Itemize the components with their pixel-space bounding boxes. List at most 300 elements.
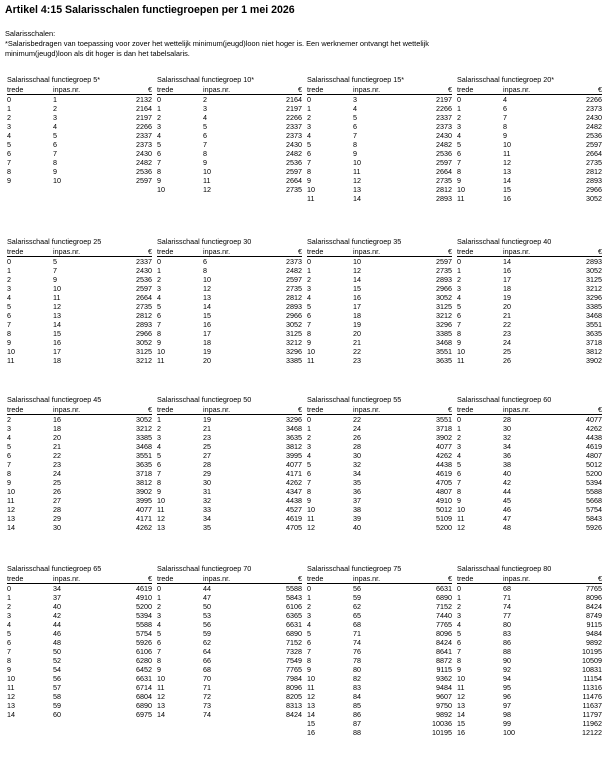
table-row bbox=[307, 131, 452, 140]
amount-cell: 3296 bbox=[586, 293, 602, 302]
trede-cell: 7 bbox=[157, 158, 161, 167]
amount-cell: 3635 bbox=[286, 433, 302, 442]
trede-cell: 8 bbox=[307, 487, 311, 496]
header-trede: trede bbox=[307, 85, 324, 94]
inpas-cell: 20 bbox=[203, 356, 211, 365]
amount-cell: 9750 bbox=[436, 701, 452, 710]
trede-cell: 1 bbox=[157, 266, 161, 275]
inpas-cell: 10 bbox=[53, 284, 61, 293]
table-row bbox=[157, 149, 302, 158]
amount-cell: 2266 bbox=[586, 95, 602, 104]
amount-cell: 8096 bbox=[586, 593, 602, 602]
table-row bbox=[7, 149, 152, 158]
table-row bbox=[457, 275, 602, 284]
header-euro: € bbox=[598, 405, 602, 414]
trede-cell: 3 bbox=[157, 433, 161, 442]
amount-cell: 5394 bbox=[136, 611, 152, 620]
trede-cell: 0 bbox=[7, 584, 11, 593]
table-row bbox=[457, 728, 602, 737]
inpas-cell: 38 bbox=[353, 505, 361, 514]
inpas-cell: 2 bbox=[53, 104, 57, 113]
amount-cell: 4077 bbox=[586, 415, 602, 424]
trede-cell: 7 bbox=[7, 158, 11, 167]
amount-cell: 3995 bbox=[286, 451, 302, 460]
trede-cell: 5 bbox=[7, 442, 11, 451]
inpas-cell: 8 bbox=[203, 149, 207, 158]
amount-cell: 2812 bbox=[136, 311, 152, 320]
trede-cell: 6 bbox=[7, 451, 11, 460]
inpas-cell: 71 bbox=[353, 629, 361, 638]
inpas-cell: 78 bbox=[353, 656, 361, 665]
header-euro: € bbox=[598, 247, 602, 256]
amount-cell: 6890 bbox=[436, 593, 452, 602]
amount-cell: 3902 bbox=[136, 487, 152, 496]
inpas-cell: 18 bbox=[53, 356, 61, 365]
amount-cell: 4705 bbox=[286, 523, 302, 532]
table-row bbox=[7, 505, 152, 514]
table-row bbox=[157, 176, 302, 185]
amount-cell: 9115 bbox=[586, 620, 602, 629]
table-title: Salarisschaal functiegroep 20* bbox=[457, 75, 555, 84]
header-inpas: inpas.nr. bbox=[53, 85, 81, 94]
table-row bbox=[307, 176, 452, 185]
trede-cell: 8 bbox=[157, 656, 161, 665]
trede-cell: 6 bbox=[457, 638, 461, 647]
table-row bbox=[7, 113, 152, 122]
table-row bbox=[457, 629, 602, 638]
trede-cell: 9 bbox=[157, 665, 161, 674]
table-row bbox=[157, 266, 302, 275]
trede-cell: 12 bbox=[307, 692, 315, 701]
inpas-cell: 47 bbox=[503, 514, 511, 523]
table-row bbox=[457, 674, 602, 683]
amount-cell: 4077 bbox=[436, 442, 452, 451]
table-row bbox=[457, 496, 602, 505]
amount-cell: 2373 bbox=[286, 131, 302, 140]
table-row bbox=[157, 433, 302, 442]
trede-cell: 2 bbox=[457, 275, 461, 284]
inpas-cell: 26 bbox=[503, 356, 511, 365]
inpas-cell: 12 bbox=[203, 284, 211, 293]
salary-scale-table bbox=[157, 394, 302, 532]
trede-cell: 7 bbox=[7, 460, 11, 469]
amount-cell: 6631 bbox=[136, 674, 152, 683]
table-row bbox=[307, 433, 452, 442]
table-row bbox=[307, 523, 452, 532]
table-row bbox=[457, 415, 602, 424]
inpas-cell: 7 bbox=[53, 266, 57, 275]
amount-cell: 3468 bbox=[136, 442, 152, 451]
table-row bbox=[457, 104, 602, 113]
table-row bbox=[457, 266, 602, 275]
inpas-cell: 22 bbox=[353, 415, 361, 424]
table-row bbox=[307, 275, 452, 284]
table-row bbox=[157, 523, 302, 532]
inpas-cell: 64 bbox=[203, 647, 211, 656]
table-header bbox=[7, 247, 152, 257]
trede-cell: 7 bbox=[157, 647, 161, 656]
table-row bbox=[457, 293, 602, 302]
inpas-cell: 21 bbox=[503, 311, 511, 320]
amount-cell: 6365 bbox=[286, 611, 302, 620]
trede-cell: 11 bbox=[7, 356, 15, 365]
amount-cell: 2893 bbox=[436, 194, 452, 203]
inpas-cell: 42 bbox=[503, 478, 511, 487]
inpas-cell: 68 bbox=[203, 665, 211, 674]
trede-cell: 3 bbox=[457, 442, 461, 451]
trede-cell: 1 bbox=[457, 424, 461, 433]
table-row bbox=[307, 329, 452, 338]
amount-cell: 11316 bbox=[582, 683, 602, 692]
trede-cell: 8 bbox=[7, 167, 11, 176]
table-row bbox=[7, 478, 152, 487]
amount-cell: 11154 bbox=[583, 674, 602, 683]
table-title: Salarisschaal functiegroep 45 bbox=[7, 395, 102, 404]
trede-cell: 4 bbox=[157, 620, 161, 629]
header-euro: € bbox=[148, 85, 152, 94]
amount-cell: 5588 bbox=[586, 487, 602, 496]
inpas-cell: 66 bbox=[203, 656, 211, 665]
trede-cell: 4 bbox=[457, 293, 461, 302]
table-row bbox=[7, 674, 152, 683]
amount-cell: 7440 bbox=[436, 611, 452, 620]
table-row bbox=[457, 131, 602, 140]
table-row bbox=[307, 701, 452, 710]
amount-cell: 3551 bbox=[136, 451, 152, 460]
amount-cell: 9484 bbox=[586, 629, 602, 638]
table-row bbox=[307, 487, 452, 496]
amount-cell: 2266 bbox=[286, 113, 302, 122]
trede-cell: 6 bbox=[307, 638, 311, 647]
trede-cell: 6 bbox=[457, 469, 461, 478]
table-row bbox=[457, 284, 602, 293]
trede-cell: 4 bbox=[307, 451, 311, 460]
amount-cell: 10831 bbox=[582, 665, 602, 674]
amount-cell: 5200 bbox=[586, 469, 602, 478]
trede-cell: 8 bbox=[307, 167, 311, 176]
inpas-cell: 21 bbox=[53, 442, 61, 451]
inpas-cell: 5 bbox=[203, 122, 207, 131]
header-trede: trede bbox=[457, 574, 474, 583]
table-row bbox=[457, 149, 602, 158]
trede-cell: 2 bbox=[457, 113, 461, 122]
table-row bbox=[7, 656, 152, 665]
inpas-cell: 6 bbox=[353, 122, 357, 131]
trede-cell: 6 bbox=[307, 469, 311, 478]
amount-cell: 3718 bbox=[436, 424, 452, 433]
table-title: Salarisschaal functiegroep 30 bbox=[157, 237, 252, 246]
trede-cell: 9 bbox=[457, 496, 461, 505]
inpas-cell: 4 bbox=[203, 113, 207, 122]
header-euro: € bbox=[148, 405, 152, 414]
trede-cell: 4 bbox=[307, 131, 311, 140]
inpas-cell: 24 bbox=[53, 469, 61, 478]
header-euro: € bbox=[598, 574, 602, 583]
trede-cell: 5 bbox=[7, 140, 11, 149]
trede-cell: 7 bbox=[457, 478, 461, 487]
trede-cell: 7 bbox=[307, 158, 311, 167]
trede-cell: 8 bbox=[457, 487, 461, 496]
table-row bbox=[157, 122, 302, 131]
inpas-cell: 48 bbox=[53, 638, 61, 647]
inpas-cell: 24 bbox=[353, 424, 361, 433]
trede-cell: 2 bbox=[457, 602, 461, 611]
inpas-cell: 19 bbox=[203, 415, 211, 424]
trede-cell: 15 bbox=[307, 719, 315, 728]
inpas-cell: 37 bbox=[53, 593, 61, 602]
amount-cell: 2735 bbox=[136, 302, 152, 311]
header-inpas: inpas.nr. bbox=[353, 405, 381, 414]
inpas-cell: 17 bbox=[503, 275, 511, 284]
inpas-cell: 44 bbox=[503, 487, 511, 496]
amount-cell: 3052 bbox=[586, 266, 602, 275]
salary-scale-table bbox=[7, 563, 152, 719]
amount-cell: 12122 bbox=[582, 728, 602, 737]
trede-cell: 9 bbox=[307, 338, 311, 347]
trede-cell: 9 bbox=[307, 176, 311, 185]
trede-cell: 13 bbox=[157, 523, 165, 532]
table-row bbox=[307, 514, 452, 523]
inpas-cell: 6 bbox=[53, 140, 57, 149]
trede-cell: 14 bbox=[457, 710, 465, 719]
table-row bbox=[7, 514, 152, 523]
table-row bbox=[457, 442, 602, 451]
inpas-cell: 71 bbox=[203, 683, 211, 692]
inpas-cell: 83 bbox=[353, 683, 361, 692]
table-row bbox=[7, 284, 152, 293]
amount-cell: 2337 bbox=[436, 113, 452, 122]
trede-cell: 0 bbox=[307, 257, 311, 266]
table-row bbox=[307, 602, 452, 611]
inpas-cell: 10 bbox=[203, 167, 211, 176]
trede-cell: 11 bbox=[457, 356, 465, 365]
table-row bbox=[307, 683, 452, 692]
table-row bbox=[157, 683, 302, 692]
amount-cell: 2893 bbox=[286, 302, 302, 311]
inpas-cell: 28 bbox=[203, 460, 211, 469]
amount-cell: 3551 bbox=[586, 320, 602, 329]
table-title: Salarisschaal functiegroep 65 bbox=[7, 564, 102, 573]
inpas-cell: 30 bbox=[53, 523, 61, 532]
amount-cell: 2373 bbox=[286, 257, 302, 266]
inpas-cell: 8 bbox=[53, 158, 57, 167]
trede-cell: 12 bbox=[7, 692, 15, 701]
amount-cell: 9892 bbox=[436, 710, 452, 719]
trede-cell: 10 bbox=[307, 185, 315, 194]
table-row bbox=[307, 149, 452, 158]
trede-cell: 7 bbox=[7, 320, 11, 329]
header-euro: € bbox=[598, 85, 602, 94]
table-row bbox=[457, 257, 602, 266]
trede-cell: 8 bbox=[157, 167, 161, 176]
amount-cell: 2966 bbox=[436, 284, 452, 293]
trede-cell: 8 bbox=[457, 329, 461, 338]
amount-cell: 2735 bbox=[586, 158, 602, 167]
table-row bbox=[7, 158, 152, 167]
amount-cell: 3212 bbox=[286, 338, 302, 347]
table-row bbox=[307, 95, 452, 104]
amount-cell: 9362 bbox=[436, 674, 452, 683]
trede-cell: 4 bbox=[7, 433, 11, 442]
trede-cell: 4 bbox=[7, 293, 11, 302]
inpas-cell: 14 bbox=[353, 275, 361, 284]
trede-cell: 7 bbox=[7, 647, 11, 656]
header-trede: trede bbox=[457, 85, 474, 94]
inpas-cell: 44 bbox=[203, 584, 211, 593]
inpas-cell: 9 bbox=[53, 167, 57, 176]
inpas-cell: 14 bbox=[53, 320, 61, 329]
trede-cell: 11 bbox=[157, 505, 165, 514]
trede-cell: 7 bbox=[157, 469, 161, 478]
inpas-cell: 45 bbox=[503, 496, 511, 505]
table-row bbox=[307, 656, 452, 665]
inpas-cell: 18 bbox=[53, 424, 61, 433]
amount-cell: 4077 bbox=[136, 505, 152, 514]
table-row bbox=[7, 584, 152, 593]
inpas-cell: 12 bbox=[203, 185, 211, 194]
amount-cell: 3468 bbox=[436, 338, 452, 347]
trede-cell: 7 bbox=[307, 647, 311, 656]
amount-cell: 3385 bbox=[586, 302, 602, 311]
amount-cell: 2536 bbox=[136, 167, 152, 176]
amount-cell: 3052 bbox=[286, 320, 302, 329]
amount-cell: 4438 bbox=[286, 496, 302, 505]
trede-cell: 8 bbox=[7, 469, 11, 478]
inpas-cell: 13 bbox=[53, 311, 61, 320]
table-row bbox=[457, 338, 602, 347]
trede-cell: 9 bbox=[7, 176, 11, 185]
trede-cell: 3 bbox=[7, 122, 11, 131]
amount-cell: 2197 bbox=[136, 113, 152, 122]
trede-cell: 11 bbox=[457, 683, 465, 692]
inpas-cell: 13 bbox=[503, 167, 511, 176]
table-row bbox=[157, 311, 302, 320]
trede-cell: 0 bbox=[307, 95, 311, 104]
header-inpas: inpas.nr. bbox=[503, 574, 531, 583]
amount-cell: 9607 bbox=[436, 692, 452, 701]
inpas-cell: 83 bbox=[503, 629, 511, 638]
amount-cell: 3052 bbox=[136, 415, 152, 424]
amount-cell: 2164 bbox=[136, 104, 152, 113]
trede-cell: 13 bbox=[157, 701, 165, 710]
trede-cell: 1 bbox=[457, 593, 461, 602]
trede-cell: 3 bbox=[157, 284, 161, 293]
inpas-cell: 3 bbox=[353, 95, 357, 104]
trede-cell: 7 bbox=[457, 320, 461, 329]
inpas-cell: 35 bbox=[203, 523, 211, 532]
amount-cell: 3212 bbox=[136, 424, 152, 433]
inpas-cell: 71 bbox=[503, 593, 511, 602]
amount-cell: 3052 bbox=[586, 194, 602, 203]
trede-cell: 3 bbox=[457, 284, 461, 293]
inpas-cell: 25 bbox=[53, 478, 61, 487]
inpas-cell: 21 bbox=[203, 424, 211, 433]
inpas-cell: 28 bbox=[503, 415, 511, 424]
inpas-cell: 34 bbox=[353, 469, 361, 478]
amount-cell: 3635 bbox=[136, 460, 152, 469]
inpas-cell: 13 bbox=[203, 293, 211, 302]
amount-cell: 3296 bbox=[286, 415, 302, 424]
inpas-cell: 12 bbox=[353, 176, 361, 185]
header-inpas: inpas.nr. bbox=[353, 574, 381, 583]
table-row bbox=[157, 167, 302, 176]
trede-cell: 0 bbox=[457, 584, 461, 593]
header-trede: trede bbox=[157, 247, 174, 256]
inpas-cell: 30 bbox=[353, 451, 361, 460]
table-row bbox=[457, 638, 602, 647]
amount-cell: 8641 bbox=[436, 647, 452, 656]
salary-scale-table bbox=[307, 394, 452, 532]
inpas-cell: 86 bbox=[353, 710, 361, 719]
amount-cell: 2597 bbox=[286, 167, 302, 176]
table-row bbox=[457, 424, 602, 433]
inpas-cell: 8 bbox=[353, 140, 357, 149]
amount-cell: 5754 bbox=[586, 505, 602, 514]
trede-cell: 16 bbox=[457, 728, 465, 737]
header-inpas: inpas.nr. bbox=[353, 247, 381, 256]
trede-cell: 0 bbox=[157, 584, 161, 593]
trede-cell: 8 bbox=[307, 656, 311, 665]
inpas-cell: 1 bbox=[53, 95, 57, 104]
table-row bbox=[307, 710, 452, 719]
inpas-cell: 15 bbox=[53, 329, 61, 338]
amount-cell: 7328 bbox=[286, 647, 302, 656]
trede-cell: 12 bbox=[7, 505, 15, 514]
table-row bbox=[157, 478, 302, 487]
header-trede: trede bbox=[7, 85, 24, 94]
amount-cell: 2893 bbox=[586, 176, 602, 185]
table-row bbox=[457, 194, 602, 203]
header-trede: trede bbox=[7, 247, 24, 256]
header-inpas: inpas.nr. bbox=[203, 574, 231, 583]
table-header bbox=[157, 405, 302, 415]
amount-cell: 2664 bbox=[286, 176, 302, 185]
amount-cell: 4910 bbox=[136, 593, 152, 602]
inpas-cell: 92 bbox=[503, 665, 511, 674]
trede-cell: 1 bbox=[7, 104, 11, 113]
trede-cell: 0 bbox=[157, 257, 161, 266]
inpas-cell: 30 bbox=[503, 424, 511, 433]
inpas-cell: 19 bbox=[353, 320, 361, 329]
table-row bbox=[457, 176, 602, 185]
amount-cell: 2373 bbox=[586, 104, 602, 113]
inpas-cell: 28 bbox=[53, 505, 61, 514]
amount-cell: 8424 bbox=[586, 602, 602, 611]
trede-cell: 8 bbox=[307, 329, 311, 338]
table-row bbox=[7, 647, 152, 656]
trede-cell: 14 bbox=[157, 710, 165, 719]
table-row bbox=[7, 451, 152, 460]
table-row bbox=[457, 505, 602, 514]
amount-cell: 2812 bbox=[586, 167, 602, 176]
amount-cell: 8749 bbox=[586, 611, 602, 620]
inpas-cell: 8 bbox=[203, 266, 207, 275]
amount-cell: 4619 bbox=[286, 514, 302, 523]
inpas-cell: 16 bbox=[503, 266, 511, 275]
table-row bbox=[157, 496, 302, 505]
trede-cell: 14 bbox=[7, 523, 15, 532]
trede-cell: 11 bbox=[157, 356, 165, 365]
amount-cell: 11476 bbox=[582, 692, 602, 701]
inpas-cell: 16 bbox=[503, 194, 511, 203]
amount-cell: 6714 bbox=[136, 683, 152, 692]
table-row bbox=[157, 293, 302, 302]
trede-cell: 12 bbox=[157, 692, 165, 701]
inpas-cell: 28 bbox=[353, 442, 361, 451]
table-row bbox=[457, 302, 602, 311]
trede-cell: 2 bbox=[307, 433, 311, 442]
amount-cell: 2482 bbox=[286, 149, 302, 158]
